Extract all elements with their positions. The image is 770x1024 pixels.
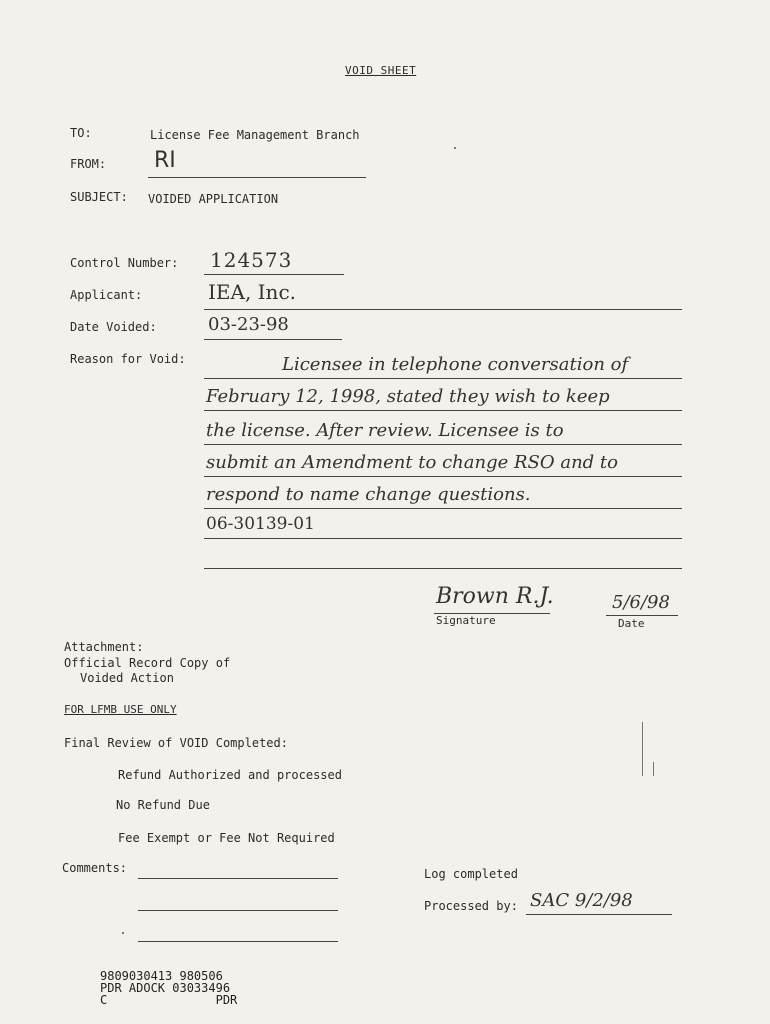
subject-label: SUBJECT: [70,190,128,204]
signature-date-value: 5/6/98 [612,592,670,613]
control-number-value: 124573 [210,248,293,272]
scan-speck [122,932,124,934]
subject-value: VOIDED APPLICATION [148,192,279,206]
reason-line-6 [204,538,682,539]
attachment-line: Official Record Copy of [64,656,231,670]
reason-line-7 [204,568,682,569]
reason-text-line: Licensee in telephone conversation of [282,354,629,375]
reason-text-line: February 12, 1998, stated they wish to keep [206,386,610,407]
reason-line-2 [204,410,682,411]
applicant-label: Applicant: [70,288,143,302]
signature-date-label: Date [618,617,645,630]
from-label: FROM: [70,157,107,171]
docket-stamp-line: C PDR [100,993,238,1007]
no-refund-label: No Refund Due [116,798,210,812]
comments-line-1 [138,878,338,879]
signature-label: Signature [436,614,496,627]
applicant-underline [204,309,682,310]
date-voided-label: Date Voided: [70,320,157,334]
scan-speck [454,147,456,149]
reason-line-5 [204,508,682,509]
to-label: TO: [70,126,92,140]
signature-date-underline [606,615,678,616]
reason-line-4 [204,476,682,477]
docket-stamp-line: 9809030413 980506 [100,969,223,983]
comments-line-3 [138,941,338,942]
date-voided-underline [204,339,342,340]
reason-text-line: submit an Amendment to change RSO and to [206,452,618,473]
scan-mark [653,762,654,776]
reason-text-line: the license. After review. Licensee is to [206,420,564,441]
signature-value: Brown R.J. [436,584,554,609]
reason-text-line: respond to name change questions. [206,484,531,505]
reason-text-line: 06-30139-01 [206,514,315,534]
from-value: RI [154,148,176,173]
log-completed-label: Log completed [424,867,518,881]
comments-label: Comments: [62,861,128,875]
page-title: VOID SHEET [345,64,417,77]
applicant-value: IEA, Inc. [208,280,296,304]
to-value: License Fee Management Branch [150,128,360,142]
date-voided-value: 03-23-98 [208,314,289,335]
comments-line-2 [138,910,338,911]
reason-line-1 [204,378,682,379]
control-number-underline [204,274,344,275]
reason-label: Reason for Void: [70,352,186,366]
processed-by-value: SAC 9/2/98 [530,890,633,911]
attachment-line: Voided Action [80,671,174,685]
scan-mark [642,722,643,776]
fee-exempt-label: Fee Exempt or Fee Not Required [118,831,335,845]
final-review-label: Final Review of VOID Completed: [64,736,288,750]
control-number-label: Control Number: [70,256,179,270]
reason-line-3 [204,444,682,445]
processed-by-label: Processed by: [424,899,518,913]
attachment-heading: Attachment: [64,640,144,654]
docket-stamp-line: PDR ADOCK 03033496 [100,981,231,995]
processed-by-underline [526,914,672,915]
from-underline [148,177,366,178]
refund-authorized-label: Refund Authorized and processed [118,768,342,782]
lfmb-heading: FOR LFMB USE ONLY [64,703,177,716]
